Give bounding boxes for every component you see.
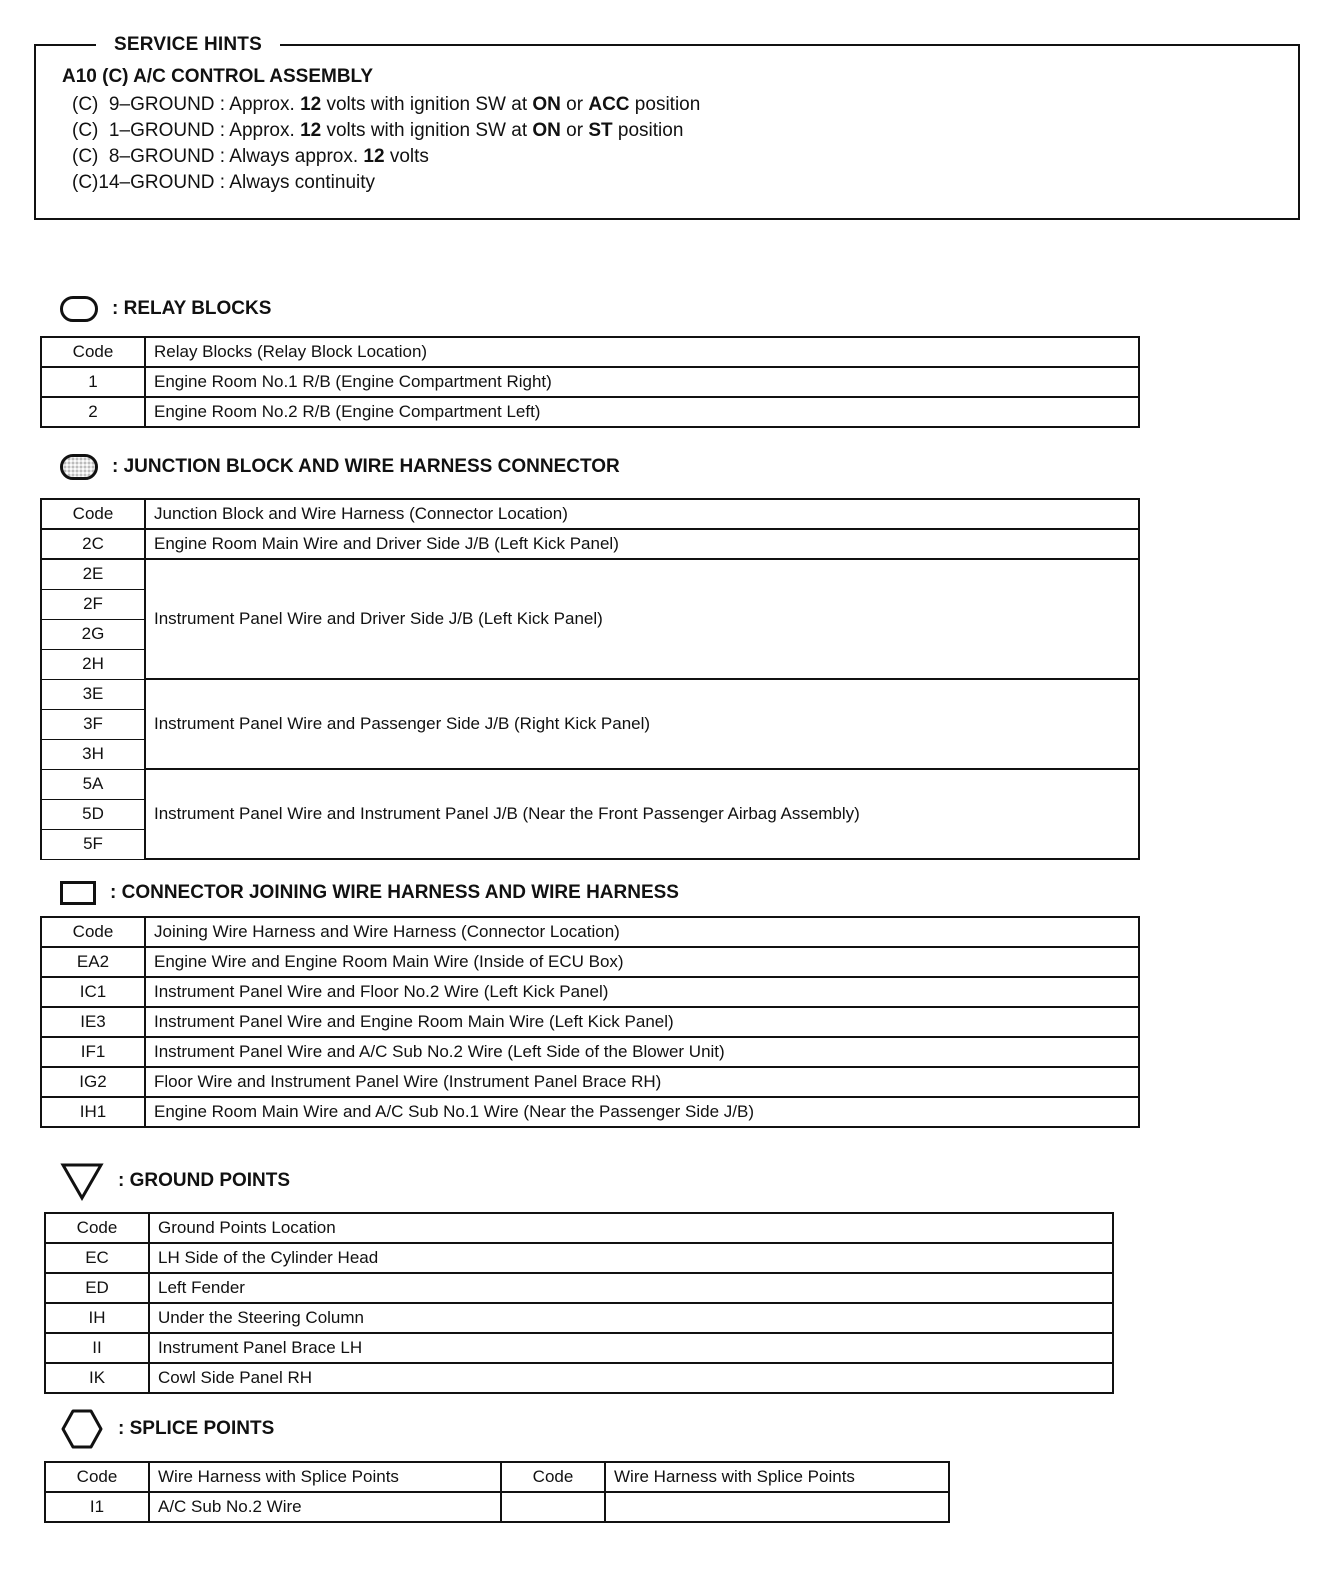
table-row — [41, 679, 1139, 709]
table-cell-code: IE3 — [41, 1007, 145, 1037]
table-cell-desc: A/C Sub No.2 Wire — [149, 1492, 501, 1522]
section-title: : SPLICE POINTS — [118, 1418, 275, 1439]
table-header-desc: Wire Harness with Splice Points — [605, 1462, 949, 1492]
table-row — [41, 397, 1139, 427]
splice-points-table — [44, 1461, 950, 1523]
section-title: : JUNCTION BLOCK AND WIRE HARNESS CONNECTOR — [112, 456, 620, 477]
table-row — [41, 1037, 1139, 1067]
section-title: : CONNECTOR JOINING WIRE HARNESS AND WIRE HARNESS — [110, 882, 679, 903]
table-header-code: Code — [41, 337, 145, 367]
table-row — [45, 1303, 1113, 1333]
table-cell-code: ED — [45, 1273, 149, 1303]
table-cell-desc: Under the Steering Column — [149, 1303, 1113, 1333]
table-cell-desc: Instrument Panel Brace LH — [149, 1333, 1113, 1363]
table-cell-code: II — [45, 1333, 149, 1363]
section-title: : GROUND POINTS — [118, 1170, 291, 1191]
table-cell-code: I1 — [45, 1492, 149, 1522]
table-row — [45, 1243, 1113, 1273]
junction-blocks-header — [60, 450, 620, 484]
table-cell-code: EC — [45, 1243, 149, 1273]
table-header-row — [45, 1462, 949, 1492]
table-cell-code: 5D — [41, 799, 145, 829]
table-cell-code: IG2 — [41, 1067, 145, 1097]
table-cell-desc: Cowl Side Panel RH — [149, 1363, 1113, 1393]
relay-blocks-header — [60, 292, 271, 326]
hint-line: (C)14–GROUND : Always continuity — [72, 172, 376, 193]
table-row — [41, 1067, 1139, 1097]
table-cell-code: 3E — [41, 679, 145, 709]
table-cell-code: 2H — [41, 649, 145, 679]
table-row — [41, 947, 1139, 977]
table-cell-code: 2G — [41, 619, 145, 649]
table-row — [41, 529, 1139, 559]
table-cell-desc: Instrument Panel Wire and A/C Sub No.2 Wire (Left Side of the Blower Unit) — [145, 1037, 1139, 1067]
junction-blocks-table — [40, 498, 1140, 860]
table-cell-desc: Left Fender — [149, 1273, 1113, 1303]
table-row — [45, 1273, 1113, 1303]
table-header-desc: Joining Wire Harness and Wire Harness (Connector Location) — [145, 917, 1139, 947]
table-cell-desc: Instrument Panel Wire and Engine Room Main Wire (Left Kick Panel) — [145, 1007, 1139, 1037]
table-cell-desc: Floor Wire and Instrument Panel Wire (Instrument Panel Brace RH) — [145, 1067, 1139, 1097]
table-cell-code: 5A — [41, 769, 145, 799]
shaded-rounded-rect-icon — [60, 454, 98, 480]
table-cell-code: 3F — [41, 709, 145, 739]
splice-points-header — [60, 1412, 274, 1446]
table-cell-desc: LH Side of the Cylinder Head — [149, 1243, 1113, 1273]
table-cell-code: 2F — [41, 589, 145, 619]
table-row — [45, 1363, 1113, 1393]
table-cell-desc: Instrument Panel Wire and Floor No.2 Wire (Left Kick Panel) — [145, 977, 1139, 1007]
service-hints-title: A10 (C) A/C CONTROL ASSEMBLY — [62, 66, 374, 87]
hexagon-icon — [60, 1408, 104, 1450]
relay-blocks-table — [40, 336, 1140, 428]
table-header-row — [45, 1213, 1113, 1243]
table-cell-code: 2E — [41, 559, 145, 589]
table-cell-desc: Instrument Panel Wire and Instrument Panel J/B (Near the Front Passenger Airbag Assembly) — [145, 769, 1139, 859]
table-cell-desc: Engine Room No.1 R/B (Engine Compartment Right) — [145, 367, 1139, 397]
hint-line: (C) 1–GROUND : Approx. 12 volts with ignition SW at ON or ST position — [72, 120, 684, 141]
table-cell-desc: Engine Room Main Wire and A/C Sub No.1 Wire (Near the Passenger Side J/B) — [145, 1097, 1139, 1127]
table-header-code: Code — [41, 499, 145, 529]
table-cell-code: 5F — [41, 829, 145, 859]
table-header-code: Code — [501, 1462, 605, 1492]
table-cell-code: IC1 — [41, 977, 145, 1007]
table-cell-code: 2 — [41, 397, 145, 427]
connectors-header — [60, 876, 679, 910]
section-title: : RELAY BLOCKS — [112, 298, 272, 319]
table-header-code: Code — [41, 917, 145, 947]
table-header-desc: Ground Points Location — [149, 1213, 1113, 1243]
table-row — [45, 1492, 949, 1522]
service-hints-legend: SERVICE HINTS — [96, 34, 280, 56]
table-cell-desc: Instrument Panel Wire and Driver Side J/B (Left Kick Panel) — [145, 559, 1139, 679]
inverted-triangle-icon — [60, 1161, 104, 1201]
table-cell-code: 1 — [41, 367, 145, 397]
table-header-code: Code — [45, 1213, 149, 1243]
service-hints-box — [34, 34, 1300, 220]
table-cell-code: IH — [45, 1303, 149, 1333]
ground-points-header — [60, 1164, 290, 1198]
rounded-rect-icon — [60, 296, 98, 322]
table-row — [41, 977, 1139, 1007]
table-row — [41, 559, 1139, 589]
table-header-desc: Wire Harness with Splice Points — [149, 1462, 501, 1492]
table-row — [41, 769, 1139, 799]
table-header-row — [41, 499, 1139, 529]
table-cell-desc: Engine Room Main Wire and Driver Side J/B (Left Kick Panel) — [145, 529, 1139, 559]
table-cell-desc: Instrument Panel Wire and Passenger Side J/B (Right Kick Panel) — [145, 679, 1139, 769]
hint-line: (C) 8–GROUND : Always approx. 12 volts — [72, 146, 429, 167]
table-header-row — [41, 917, 1139, 947]
table-header-desc: Junction Block and Wire Harness (Connector Location) — [145, 499, 1139, 529]
table-cell-code: EA2 — [41, 947, 145, 977]
table-header-code: Code — [45, 1462, 149, 1492]
table-cell-code: IF1 — [41, 1037, 145, 1067]
table-row — [41, 367, 1139, 397]
table-row — [45, 1333, 1113, 1363]
table-cell-code: IH1 — [41, 1097, 145, 1127]
table-cell-code: 3H — [41, 739, 145, 769]
table-header-desc: Relay Blocks (Relay Block Location) — [145, 337, 1139, 367]
table-header-row — [41, 337, 1139, 367]
table-cell-code — [501, 1492, 605, 1522]
table-cell-desc: Engine Room No.2 R/B (Engine Compartment Left) — [145, 397, 1139, 427]
table-cell-desc — [605, 1492, 949, 1522]
connectors-table — [40, 916, 1140, 1128]
hint-line: (C) 9–GROUND : Approx. 12 volts with ignition SW at ON or ACC position — [72, 94, 701, 115]
table-row — [41, 1007, 1139, 1037]
table-cell-desc: Engine Wire and Engine Room Main Wire (Inside of ECU Box) — [145, 947, 1139, 977]
table-cell-code: IK — [45, 1363, 149, 1393]
ground-points-table — [44, 1212, 1114, 1394]
rectangle-icon — [60, 881, 96, 905]
table-cell-code: 2C — [41, 529, 145, 559]
table-row — [41, 1097, 1139, 1127]
